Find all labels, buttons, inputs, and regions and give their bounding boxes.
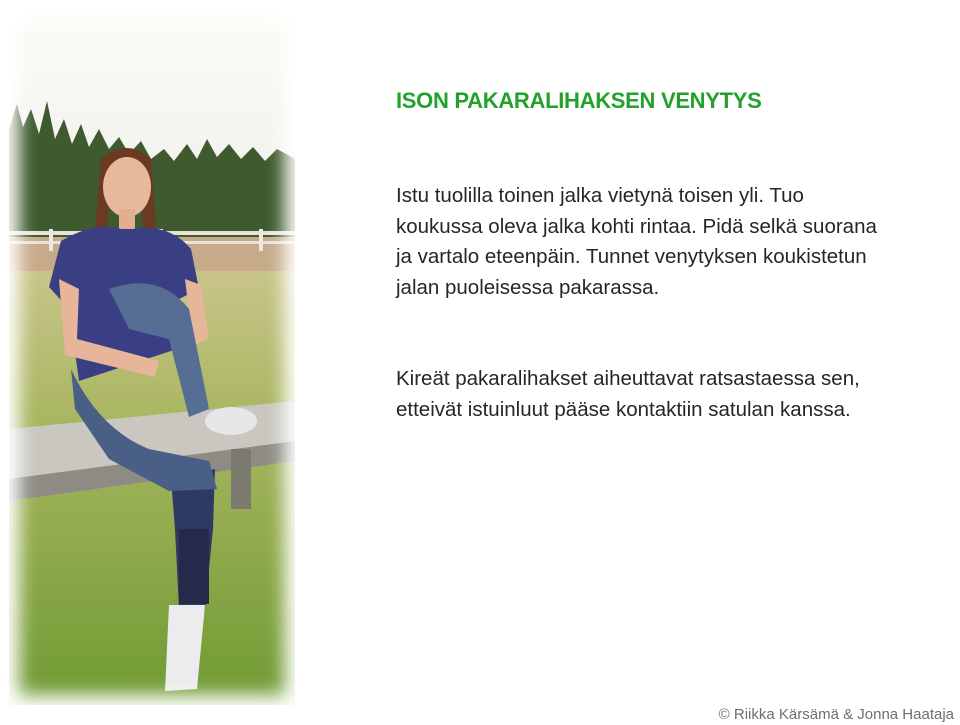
instruction-paragraph: Istu tuolilla toinen jalka vietynä toisen yli. Tuo koukussa oleva jalka kohti rintaa. Pidä selkä suorana ja vartalo eteenpäin. Tunnet venytyksen koukistetun jalan puoleisessa pakarassa. (396, 184, 877, 299)
exercise-photo (9, 9, 295, 705)
explanation-paragraph: Kireät pakaralihakset aiheuttavat ratsastaessa sen, etteivät istuinluut pääse kontaktiin satulan kanssa. (396, 367, 860, 421)
photo-illustration (9, 9, 295, 705)
copyright-footer: © Riikka Kärsämä & Jonna Haataja (718, 706, 954, 723)
slide-title: ISON PAKARALIHAKSEN VENYTYS (396, 88, 762, 113)
